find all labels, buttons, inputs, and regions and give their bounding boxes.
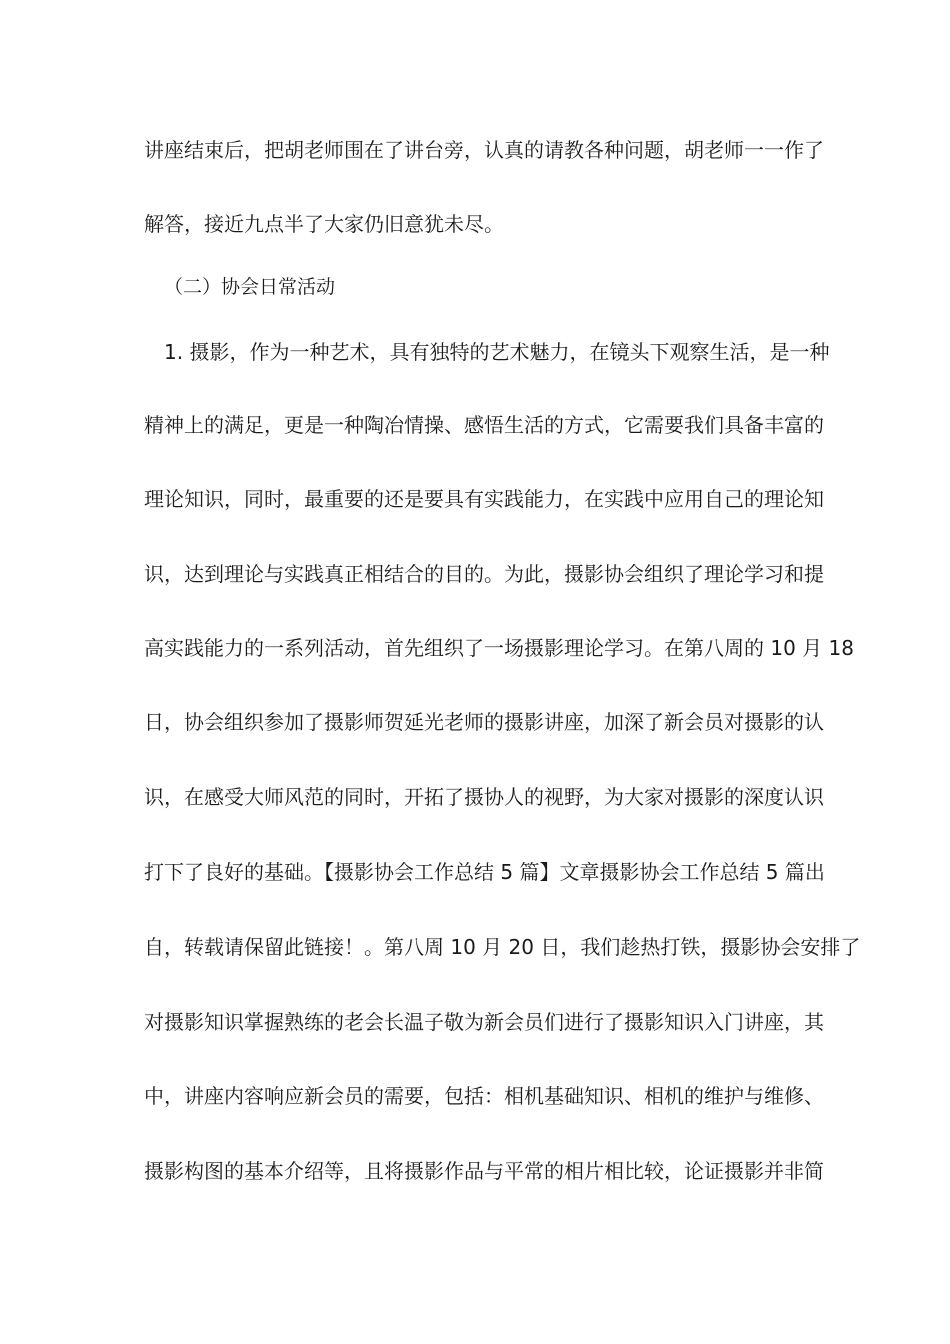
paragraph-line: 摄影构图的基本介绍等，且将摄影作品与平常的相片相比较，论证摄影并非简 xyxy=(144,1159,824,1183)
paragraph-line: 解答，接近九点半了大家仍旧意犹未尽。 xyxy=(144,212,504,236)
paragraph-line: 自，转载请保留此链接！。第八周 10 月 20 日，我们趁热打铁，摄影协会安排了 xyxy=(144,935,861,959)
paragraph-line: 对摄影知识掌握熟练的老会长温子敬为新会员们进行了摄影知识入门讲座，其 xyxy=(144,1010,824,1034)
section-heading: （二）协会日常活动 xyxy=(164,276,336,298)
paragraph-line: 讲座结束后，把胡老师围在了讲台旁，认真的请教各种问题，胡老师一一作了 xyxy=(144,138,824,162)
paragraph-line: 中，讲座内容响应新会员的需要，包括：相机基础知识、相机的维护与维修、 xyxy=(144,1084,824,1108)
paragraph-line: 打下了良好的基础。【摄影协会工作总结 5 篇】文章摄影协会工作总结 5 篇出 xyxy=(144,860,825,884)
paragraph-line: 1. 摄影，作为一种艺术，具有独特的艺术魅力，在镜头下观察生活，是一种 xyxy=(164,340,830,364)
paragraph-line: 识，在感受大师风范的同时，开拓了摄协人的视野，为大家对摄影的深度认识 xyxy=(144,785,824,809)
paragraph-line: 识，达到理论与实践真正相结合的目的。为此，摄影协会组织了理论学习和提 xyxy=(144,562,824,586)
paragraph-line: 精神上的满足，更是一种陶冶情操、感悟生活的方式，它需要我们具备丰富的 xyxy=(144,413,824,437)
paragraph-line: 日，协会组织参加了摄影师贺延光老师的摄影讲座，加深了新会员对摄影的认 xyxy=(144,710,824,734)
paragraph-line: 理论知识，同时，最重要的还是要具有实践能力，在实践中应用自己的理论知 xyxy=(144,487,824,511)
paragraph-line: 高实践能力的一系列活动，首先组织了一场摄影理论学习。在第八周的 10 月 18 xyxy=(144,636,854,660)
